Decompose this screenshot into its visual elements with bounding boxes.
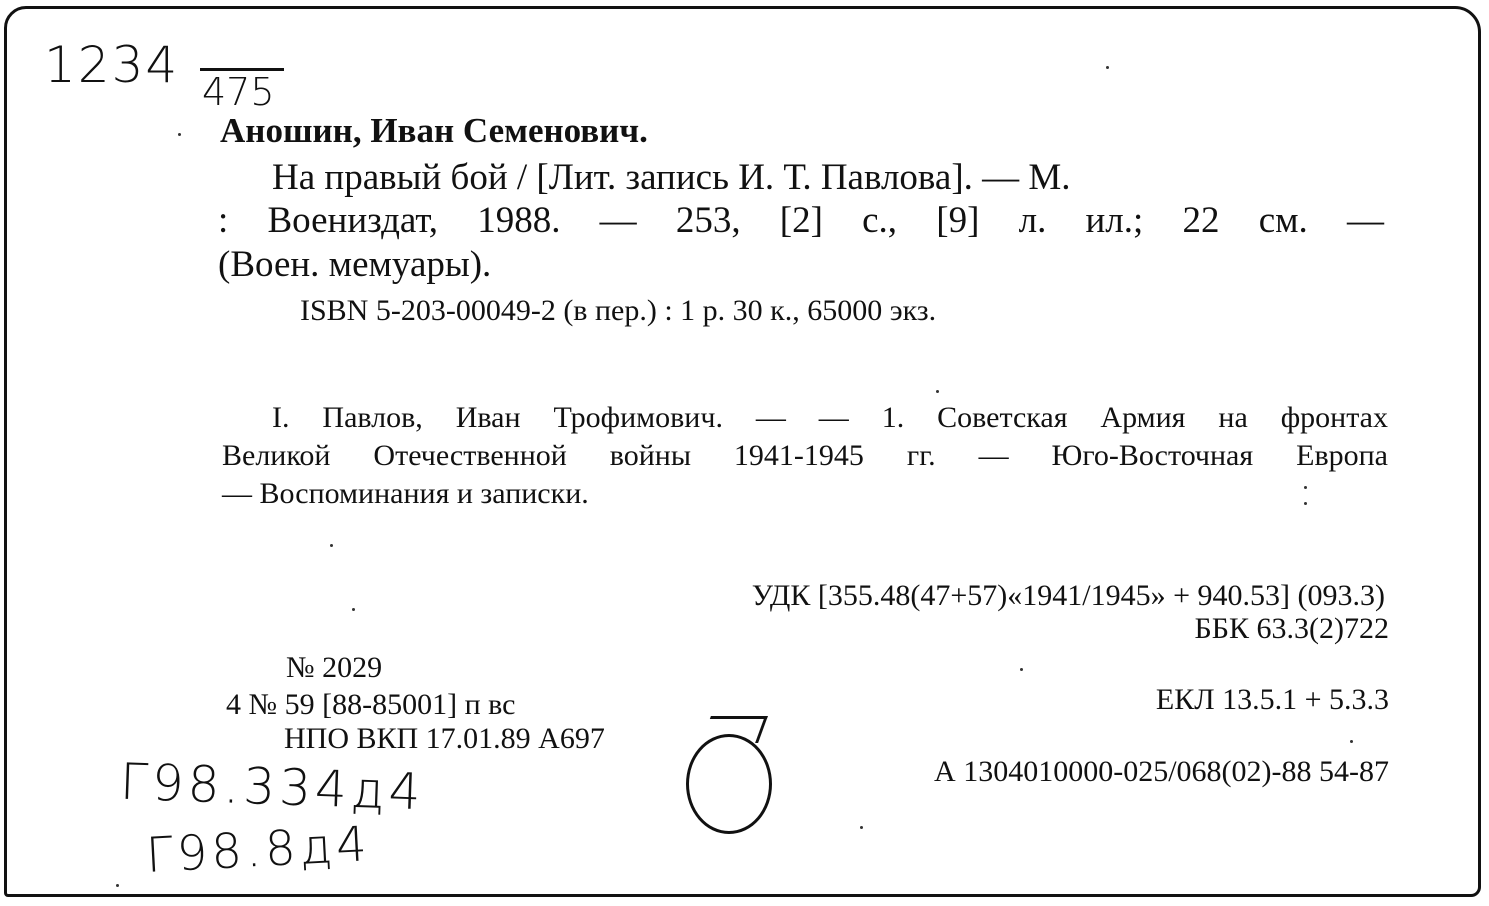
handwritten-fraction: 475 xyxy=(202,70,275,114)
publisher-code-line: А 1304010000-025/068(02)-88 54-87 xyxy=(934,755,1389,788)
handwritten-shelf-mark-2: Г98.8д4 xyxy=(144,816,372,884)
title-line-2: : Воениздат, 1988. — 253, [2] с., [9] л. ил.; 22 см. — xyxy=(218,200,1384,241)
speck xyxy=(116,884,119,887)
speck xyxy=(330,544,333,547)
title-line-1 xyxy=(272,156,1384,199)
speck xyxy=(1350,740,1353,743)
speck xyxy=(352,608,355,611)
tracing-line-2: Великой Отечественной войны 1941-1945 гг. — Юго-Восточная Европа xyxy=(222,439,1388,472)
order-number: № 2029 xyxy=(286,651,383,684)
title-line-3: (Воен. мемуары). xyxy=(218,244,492,285)
handwritten-shelf-mark-1: Г98.334д4 xyxy=(119,752,426,822)
bbk-line: ББК 63.3(2)722 xyxy=(1194,612,1389,645)
speck xyxy=(1304,502,1307,505)
title-line-1-text: На правый бой / [Лит. запись И. Т. Павлова]. — М. xyxy=(272,157,1071,198)
speck xyxy=(860,826,863,829)
ekl-line: ЕКЛ 13.5.1 + 5.3.3 xyxy=(1155,683,1389,716)
author-heading: Аношин, Иван Семенович. xyxy=(220,111,648,150)
speck xyxy=(178,133,181,136)
speck xyxy=(936,390,939,393)
isbn-line: ISBN 5-203-00049-2 (в пер.) : 1 р. 30 к., 65000 экз. xyxy=(300,294,937,327)
speck xyxy=(1020,668,1023,671)
handwritten-code: 1234 xyxy=(44,36,180,94)
punch-hole xyxy=(686,734,772,834)
tracing-line-3: — Воспоминания и записки. xyxy=(222,477,589,510)
udk-line: УДК [355.48(47+57)«1941/1945» + 940.53] (093.3) xyxy=(751,579,1385,612)
speck xyxy=(1304,486,1307,489)
order-line: 4 № 59 [88-85001] п вс xyxy=(226,688,516,721)
tracing-line-1: I. Павлов, Иван Трофимович. — — 1. Советская Армия на фронтах xyxy=(272,401,1388,434)
npo-line: НПО ВКП 17.01.89 А697 xyxy=(284,722,605,755)
speck xyxy=(1106,66,1109,69)
